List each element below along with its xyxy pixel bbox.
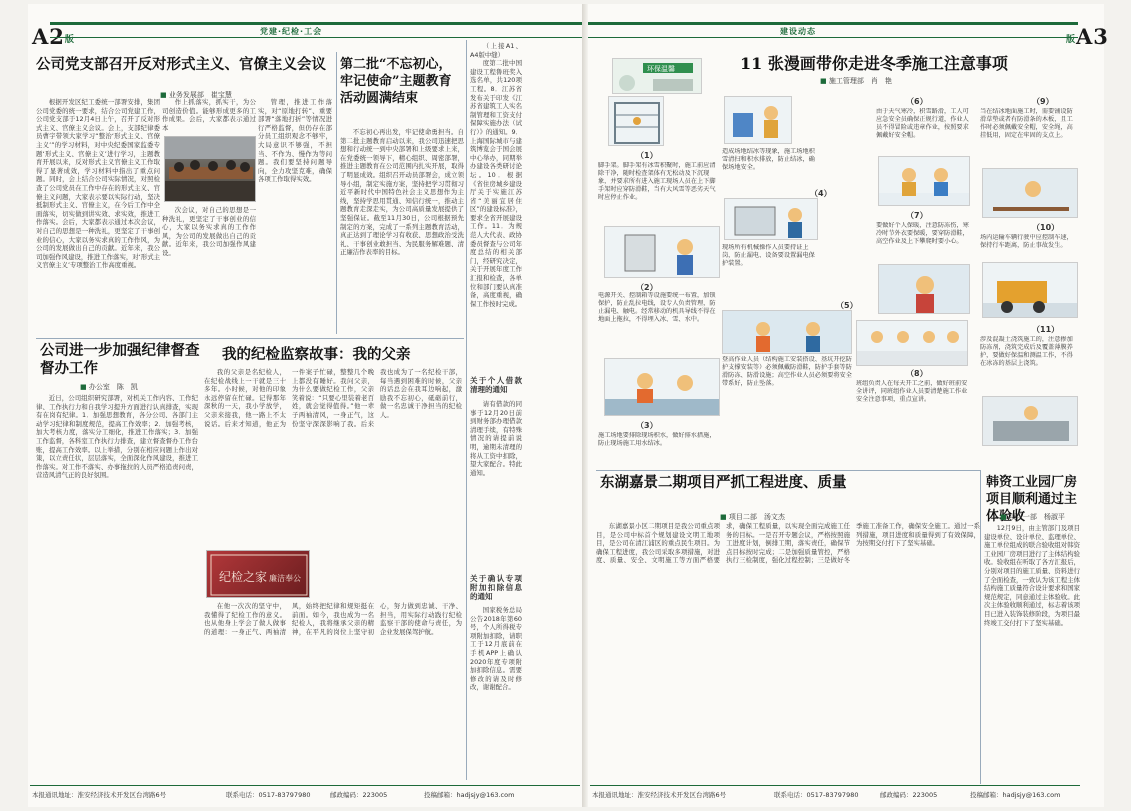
banner-eco: [612, 58, 702, 94]
svg-text:环保温馨: 环保温馨: [647, 65, 675, 73]
cartoon-8-image: [856, 320, 968, 366]
cartoon-10-caption: 场内运输车辆行驶中应控制车速，保持行车距离，防止事故发生。: [980, 234, 1073, 249]
article-body-donghu: 东湖嘉景小区二期项目是我公司重点项目，是公司中标首个规划建设文明工地项目，是公司在清江浦区的重点民生项目。为确保工程进度，我公司采取多项措施，对进度、质量、安全、文明施工等方面严格要求，确保工程质量，以实现全面完成施工任务的目标。一是召开专题会议，严格按照施工进度计划，倒排工期，落实责任，确保节点目标按时完成；二是加强质量管控，严格执行三检制度，强化过程控制；三是做好冬季施工准备工作，确保安全施工。通过一系列措施，项目进度和质量得到了有效保障，为按期交付打下了坚实基础。: [596, 522, 980, 565]
article-body-a4: 我的父亲是名纪检人，在纪检战线上一干就是三十多年。小时候，对他的印象永远停留在忙碌。记得那年深秋的一天，我小学放学，父亲来接我，他一路上不太说话。后来才知道，他正为一件案子忙碌，整整几个晚上都没有睡好。我问父亲，为什么要做纪检工作，父亲笑着说：“只要心里装着老百姓，就会觉得值得。”他一辈子两袖清风，一身正气，这份坚守深深影响了我。后来我也成为了一名纪检干部，每当遇到困难的时候，父亲的话总会在我耳边响起，激励我不忘初心，砥砺前行，做一名忠诚干净担当的纪检人。: [204, 368, 462, 428]
cartoon-4-lead: 造成场地结冰等现象，施工场地积雪清扫和积水排放，防止结冰，确保场地安全。: [722, 148, 815, 171]
cartoon-3-image: [604, 358, 720, 416]
notice-title-tax: 关于确认专项附加扣除信息的通知: [470, 574, 522, 601]
cartoon-3-caption: 施工场地要排除现场积水，做好排水措施，防止现场施工用水结冰。: [598, 432, 716, 447]
seal-image: [206, 550, 310, 598]
footer-email-a2: 投稿邮箱：hadjsjy@163.com: [424, 791, 515, 799]
article-body-a1-col2b: 次会议，对自己的思想是一种洗礼，更坚定了干事创业的信心，大家以务实求真的工作作风，为公司的发展做出自己的贡献。近年来，我公司加强作风建设。: [162, 206, 256, 257]
article-title-winter-construction: 11 张漫画带你走进冬季施工注意事项: [740, 54, 1008, 73]
article-body-a1-col2: 作上抓落实，抓实干，为公司创造价值。能够形成更多的工作成果。会后，大家都表示通过本: [162, 98, 256, 132]
notice-body-loan: 请有借款的同事于12月20日前到财务部办理借款清理手续，有特殊情况的请提前说明，逾期未清理的将从工资中扣除，望大家配合。特此通知。: [470, 400, 522, 477]
svg-text:纪检之家: 纪检之家: [219, 570, 268, 584]
seal-art: [207, 551, 310, 598]
horizontal-divider: [36, 338, 464, 339]
page-number-a2: A2版: [32, 24, 75, 49]
article-body-a1-col3: 管理，推进工作落实，对“原地打转”、重要部署“落地打折”等情况进行严格监督，但仍存在部分员工组织观念不够牢，大局意识不够强，不担当、不作为、慢作为等问题。我们要坚持问题导向，全力攻坚克难，确保各项工作取得实效。: [258, 98, 332, 184]
cartoon-1-caption: 脚手架。脚手架有冰雪积聚时，施工前应清除干净，随时检查架体有无松动及下沉现象，并要求所有进入施工现场人员在上下脚手架时应穿防滑鞋，当有大风雪等恶劣天气时应停止作业。: [598, 162, 716, 201]
section-title-a2: 党建·纪检·工会: [260, 27, 323, 36]
banner-eco-art: [613, 59, 702, 94]
article-title-anti-formalism: 公司党支部召开反对形式主义、官僚主义会议: [36, 56, 326, 73]
article-title-donghu: 东湖嘉景二期项目严抓工程进度、质量: [600, 474, 847, 491]
footer-address-a2: 本报通讯地址：淮安经济技术开发区台湾路6号: [32, 791, 167, 799]
cartoon-5-caption: 登高作业人员（结构施工安装搭设、基坑开挖防护支撑安装等）必须佩戴防滑鞋，防护手套等防滑防冻、防滑设施；高空作业人员必须要将安全带系好，防止坠落。: [722, 356, 852, 387]
cartoon-8-number: （8）: [906, 369, 928, 378]
cartoon-6-caption: 由于天气寒冷，积雪路滑，工人可应急安全员确保正规行道，作业人员不得冒险或违章作业，按照要求佩戴好安全帽。: [876, 108, 969, 139]
footer-postcode-a3: 邮政编码：223005: [880, 791, 938, 799]
cartoon-2-number: （2）: [636, 283, 658, 292]
article-byline-winter: ■ 施工管理部 肖 艳: [820, 76, 892, 86]
cartoon-2-caption: 电源开关、控制箱等设施要统一布置，加锁保护，防止乱拉电线，设专人负责管理，防止漏电、触电。经常移动的机具导线不得在地面上拖拉，不得埋入冰、雪、水中。: [598, 292, 716, 323]
article-body-a4-cont: 在他一次次的坚守中，我懂得了纪检工作的意义。也从他身上学会了做人做事的道理：一身正气、两袖清风，始终把纪律和规矩挺在前面。如今，我也成为一名纪检人，我将继承父亲的精神，在平凡的岗位上坚守初心，努力做到忠诚、干净、担当，用实际行动践行纪检监察干部的使命与责任，为企业发展保驾护航。: [204, 602, 462, 636]
cartoon-10-image: [982, 262, 1078, 318]
cartoon-1-number: （1）: [636, 151, 658, 160]
article-body-a3: 近日，公司组织研究部署，对机关工作内容、工作纪律、工作执行力和自我学习提升方面进行认真排查，实现有在岗有纪律。1．加强思想教育，各分公司、各部门主动学习纪律和制度规范，提高工作效率；2．加强考核，加大考核力度，落实分工细化，推进工作落实；3．加强工作监督，各科室工作执行力排查，建立督查督办工作台账，提高工作效率。以上举措，分别在相应问题上作出对策，以立责任状，层层落实，全面深化作风建设，推进工作落实。对工作不落实、办事拖拉的人员严格追责问责，营造风清气正的良好氛围。: [36, 394, 198, 480]
article-byline-donghu: ■ 项目二部 汤文杰: [720, 512, 785, 522]
article-byline-discipline: ■ 办公室 陈 凯: [80, 382, 138, 392]
section-title-a3: 建设动态: [780, 27, 816, 36]
cartoon-7-image: [878, 264, 970, 314]
cartoon-5-number: （5）: [836, 301, 858, 310]
cartoon-11-image: [982, 396, 1078, 446]
cartoon-7-number: （7）: [906, 211, 928, 220]
footer-rule-a3: [590, 785, 1080, 786]
header-rule-a3: [588, 22, 1078, 38]
cartoon-4-number: （4）: [810, 189, 832, 198]
cartoon-4-image: [724, 96, 792, 144]
page-fold: [582, 4, 588, 807]
cartoon-5-image: [722, 310, 852, 354]
meeting-photo-art: [165, 137, 256, 202]
article-byline: ■ 业务发展部 崔宝慧: [160, 90, 232, 100]
footer-postcode-a2: 邮政编码：223005: [330, 791, 388, 799]
cartoon-4-caption: 现场所有机械操作人员要持证上岗，防止漏电、设备要设置漏电保护装置。: [722, 244, 815, 267]
notice-title-loan: 关于个人借款清理的通知: [470, 376, 522, 394]
column-divider: [336, 52, 337, 334]
footer-phone-a3: 联系电话：0517-83797980: [774, 791, 859, 799]
article-title-korean-park: 韩资工业园厂房项目顺利通过主体验收: [986, 475, 1078, 524]
column-divider-side: [466, 40, 467, 780]
footer-address-a3: 本报通讯地址：淮安经济技术开发区台湾路6号: [592, 791, 727, 799]
article-body-a2: 不忘初心再出发，牢记使命勇担当。自第二批主题教育启动以来，我公司迅速把思想和行动统一到中央部署和上级要求上来，在党委统一领导下，精心组织、周密部署，推进主题教育在公司范围内扎实开展，取得了明显成效。组织召开动员部署会，成立领导小组，制定实施方案，坚持把学习贯彻习近平新时代中国特色社会主义思想作为主线，坚持学思用贯通、知信行统一，推动主题教育走深走实，为公司高质量发展提供了坚强保证。截至11月30日，公司根据预先制定的方案，完成了一系列主题教育活动，真正达到了理论学习有收获、思想政治受洗礼、干事创业敢担当、为民服务解难题、清正廉洁作表率的目标。: [340, 128, 464, 257]
cartoon-4b-image: [724, 198, 818, 240]
footer-email-a3: 投稿邮箱：hadjsjy@163.com: [970, 791, 1061, 799]
article-title-theme-education: 第二批“不忘初心，牢记使命”主题教育活动圆满结束: [340, 57, 452, 106]
cartoon-2-image: [604, 226, 720, 278]
article-body-korean-park: 12月9日，由主管部门及项目建设单位、设计单位、监理单位、施工单位组成的联合验收组对韩资工业园厂房项目进行了主体结构验收。验收组在听取了各方汇报后，分别对项目的施工质量、资料进行了全面检查，一致认为该工程主体结构施工质量符合设计要求和国家规范规定，同意通过主体验收。此次主体验收顺利通过，标志着该项目已进入装饰装修阶段，为项目最终竣工交付打下了坚实基础。: [984, 524, 1080, 627]
cartoon-11-number: （11）: [1032, 325, 1060, 334]
cartoon-10-number: （10）: [1032, 223, 1060, 232]
cartoon-11-caption: 涉及混凝土浇筑施工的，注意掺加防冻剂，浇筑完成后及覆盖薄膜养护，要做好保温和测温工作，不得在冰冻的基层上浇筑。: [980, 336, 1073, 367]
footer-rule-a2: [30, 785, 580, 786]
article-title-discipline: 公司进一步加强纪律督查督办工作: [40, 342, 200, 377]
cartoon-8-caption: 班组负责人在每天开工之前，做好班前安全讲评，同班组作业人员要清楚施工作业安全注意事项，重点宣讲。: [856, 380, 968, 403]
cartoon-6-image: [878, 156, 970, 206]
notice-body-tax: 国家税务总局公告2018年第60号，个人所得税专项附加扣除，请职工于12月底前在手机APP上确认2020年度专项附加扣除信息。需要修改的请及时修改，谢谢配合。: [470, 606, 522, 692]
cartoon-1-image: [608, 96, 664, 146]
article-body-a1: 根据开发区纪工委统一部署安排，集团公司党委的统一要求，结合公司党建工作，公司党支部于12月4日上午，召开了反对形式主义、官僚主义会议。会上，支部纪律委员曹宇带领大家学习“整治‘形式主义、官僚主义’”的学习材料，对中央纪委国家监委专题‘形式主义、官僚主义’进行学习，主题教育开展以来，反对形式主义官僚主义工作取得了显著成效，学习材料中指出了重点问题。同时，会上结合公司实际情况，对照检查了公司党员在工作中存在的形式主义、官僚主义问题，大家表示要以实际行动，坚决抵制形式主义、官僚主义，在今后工作中全面落实，切实做到讲实效、求实效，推进工作落实。会后，大家都表示通过本次会议，对自己的思想是一种洗礼，更坚定了干事创业的信心，大家以务实求真的工作作风，为公司的发展做出自己的贡献。近年来，我公司加强作风建设，推进工作落实，对‘形式主义官僚主义’专项整治工作高度重视。: [36, 98, 160, 270]
footer-phone-a2: 联系电话：0517-83797980: [226, 791, 311, 799]
svg-text:廉洁奉公: 廉洁奉公: [269, 574, 301, 583]
article-byline-korean-park: ■ 项目一部 杨淑平: [1000, 512, 1065, 522]
cartoon-9-number: （9）: [1032, 97, 1054, 106]
cartoon-9-caption: 当在结冰地面施工时，需要铺设防滑草垫或者有防滑条的木板，且工作时必须佩戴安全帽，安全绳，高挂低用，固定在牢固的支点上。: [980, 108, 1073, 139]
side-column-continued: （上接A1、A4版中缝） 度第二批中国建设工程鲁班奖入选名单，共120项工程。8．江苏省发布关于印发《江苏省建筑工人实名制管理和工资支付保障实施办法（试行）》的通知。9．上海国际城市与建筑博览会于国会展中心举办，同期举办建设各类研讨论坛。10．根据《省住房城乡建设厅关于实施江苏省“美丽宜居住区”的建设标准》，要求全省开展建设工作。11．为规范人大代表、政协委员督查与公司年度总结的相关部门，经研究决定，关于开展年度工作汇报和检查，各单位和部门要认真准备，高度重视，确保工作按时完成。: [470, 42, 522, 308]
meeting-photo: [164, 136, 256, 202]
cartoon-7-caption: 要做好个人保暖，注意防冻伤，寒冷时节外衣要保暖，要穿防滑鞋，高空作业及上下攀爬时要小心。: [876, 222, 969, 245]
cartoon-9-image: [982, 168, 1078, 218]
article-title-father: 我的纪检监察故事：我的父亲: [222, 346, 411, 363]
cartoon-6-number: （6）: [906, 97, 928, 106]
page-number-a3: 版A3: [1066, 24, 1109, 49]
horizontal-divider-right: [596, 470, 980, 471]
cartoon-3-number: （3）: [636, 421, 658, 430]
column-divider-right: [980, 470, 981, 784]
